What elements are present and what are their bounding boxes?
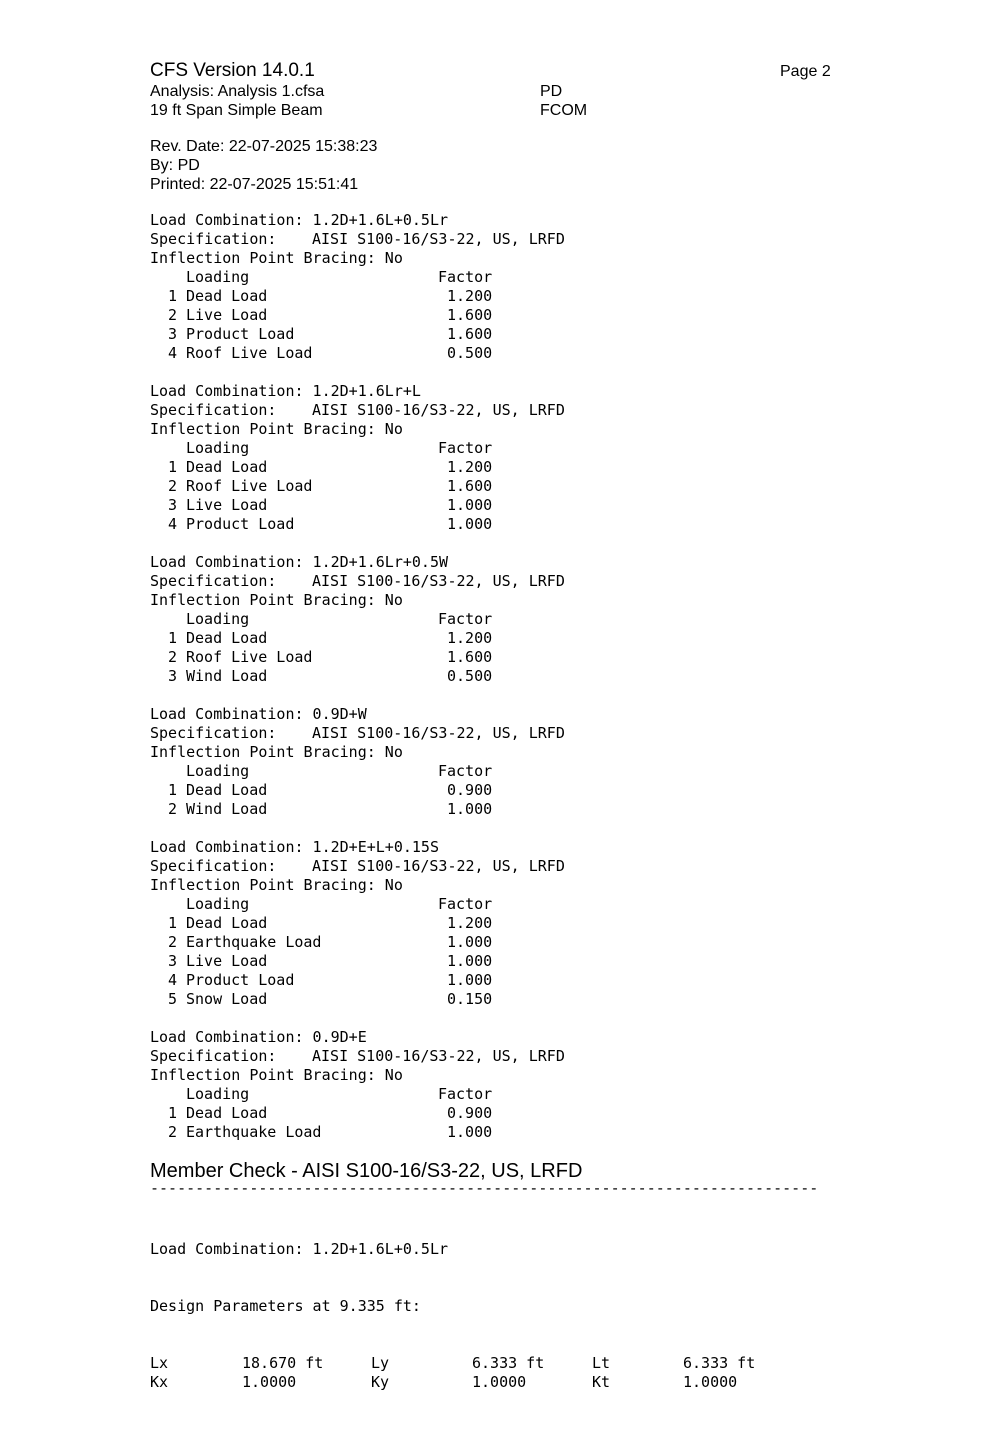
load-name: Dead Load	[186, 781, 268, 799]
specification-value: AISI S100-16/S3-22, US, LRFD	[312, 724, 565, 742]
load-factor: 1.200	[447, 458, 493, 476]
inflection-point-bracing: Inflection Point Bracing: No	[150, 591, 403, 609]
load-name: Live Load	[186, 306, 268, 324]
parameter-label: Lx	[150, 1354, 169, 1372]
parameter-label: Kx	[150, 1373, 169, 1391]
load-name: Earthquake Load	[186, 1123, 322, 1141]
load-name: Roof Live Load	[186, 477, 313, 495]
load-number: 4	[168, 971, 178, 989]
load-number: 2	[168, 800, 178, 818]
analysis-file: Analysis: Analysis 1.cfsa	[150, 83, 325, 100]
revision-block	[150, 137, 377, 194]
load-number: 1	[168, 914, 178, 932]
load-factor: 1.200	[447, 287, 493, 305]
parameter-label: Lt	[592, 1354, 611, 1372]
load-number: 2	[168, 306, 178, 324]
load-number: 2	[168, 1123, 178, 1141]
inflection-point-bracing: Inflection Point Bracing: No	[150, 876, 403, 894]
parameter-value: 6.333 ft	[683, 1354, 756, 1372]
factor-column-header: Factor	[438, 439, 493, 457]
specification-value: AISI S100-16/S3-22, US, LRFD	[312, 1047, 565, 1065]
specification-label: Specification:	[150, 857, 277, 875]
member-check-body	[150, 1202, 756, 1430]
loading-column-header: Loading	[186, 610, 250, 628]
parameter-value: 18.670 ft	[242, 1354, 324, 1372]
section-divider: --------------------------------------------------------------------------	[150, 1179, 819, 1197]
load-number: 1	[168, 458, 178, 476]
member-check-combination: Load Combination: 1.2D+1.6L+0.5Lr	[150, 1240, 449, 1258]
parameter-label: Ly	[371, 1354, 390, 1372]
inflection-point-bracing: Inflection Point Bracing: No	[150, 249, 403, 267]
load-factor: 1.600	[447, 325, 493, 343]
parameter-label: Kt	[592, 1373, 611, 1391]
factor-column-header: Factor	[438, 268, 493, 286]
load-number: 1	[168, 781, 178, 799]
specification-label: Specification:	[150, 401, 277, 419]
design-parameters-heading: Design Parameters at 9.335 ft:	[150, 1297, 421, 1315]
header-left-block	[150, 82, 324, 120]
design-parameter-row	[150, 1354, 756, 1373]
load-factor: 1.600	[447, 477, 493, 495]
combination-title: Load Combination: 1.2D+1.6Lr+0.5W	[150, 553, 449, 571]
load-number: 1	[168, 287, 178, 305]
load-factor: 1.000	[447, 515, 493, 533]
app-version-title: CFS Version 14.0.1	[150, 60, 315, 81]
factor-column-header: Factor	[438, 1085, 493, 1103]
parameter-value: 1.0000	[242, 1373, 297, 1391]
load-number: 1	[168, 629, 178, 647]
design-parameter-row	[150, 1373, 738, 1392]
load-factor: 0.500	[447, 667, 493, 685]
loading-column-header: Loading	[186, 762, 250, 780]
load-factor: 0.900	[447, 1104, 493, 1122]
load-number: 4	[168, 515, 178, 533]
load-name: Wind Load	[186, 800, 268, 818]
load-name: Dead Load	[186, 287, 268, 305]
load-name: Dead Load	[186, 1104, 268, 1122]
load-factor: 0.900	[447, 781, 493, 799]
load-factor: 0.500	[447, 344, 493, 362]
load-factor: 1.000	[447, 1123, 493, 1141]
load-factor: 1.000	[447, 971, 493, 989]
load-factor: 1.000	[447, 800, 493, 818]
specification-label: Specification:	[150, 724, 277, 742]
load-name: Product Load	[186, 515, 295, 533]
load-number: 1	[168, 1104, 178, 1122]
loading-column-header: Loading	[186, 439, 250, 457]
load-number: 5	[168, 990, 178, 1008]
load-name: Product Load	[186, 325, 295, 343]
parameter-value: 1.0000	[683, 1373, 738, 1391]
load-name: Live Load	[186, 496, 268, 514]
loading-column-header: Loading	[186, 895, 250, 913]
inflection-point-bracing: Inflection Point Bracing: No	[150, 1066, 403, 1084]
load-name: Dead Load	[186, 914, 268, 932]
load-name: Product Load	[186, 971, 295, 989]
load-factor: 1.600	[447, 306, 493, 324]
specification-value: AISI S100-16/S3-22, US, LRFD	[312, 572, 565, 590]
load-name: Snow Load	[186, 990, 268, 1008]
load-number: 3	[168, 325, 178, 343]
header-right-block	[540, 82, 587, 120]
parameter-value: 1.0000	[472, 1373, 527, 1391]
loading-column-header: Loading	[186, 1085, 250, 1103]
load-factor: 1.000	[447, 933, 493, 951]
inflection-point-bracing: Inflection Point Bracing: No	[150, 420, 403, 438]
project-name: 19 ft Span Simple Beam	[150, 102, 323, 119]
member-check-title: Member Check - AISI S100-16/S3-22, US, LRFD	[150, 1160, 583, 1182]
combination-title: Load Combination: 1.2D+1.6Lr+L	[150, 382, 421, 400]
factor-column-header: Factor	[438, 895, 493, 913]
load-number: 2	[168, 477, 178, 495]
parameter-label: Ky	[371, 1373, 390, 1391]
combination-title: Load Combination: 1.2D+E+L+0.15S	[150, 838, 439, 856]
rev-date: Rev. Date: 22-07-2025 15:38:23	[150, 138, 378, 155]
specification-value: AISI S100-16/S3-22, US, LRFD	[312, 857, 565, 875]
load-number: 3	[168, 496, 178, 514]
load-number: 2	[168, 933, 178, 951]
specification-label: Specification:	[150, 1047, 277, 1065]
engineer-initials: PD	[540, 83, 563, 100]
load-name: Wind Load	[186, 667, 268, 685]
loading-column-header: Loading	[186, 268, 250, 286]
combination-title: Load Combination: 0.9D+E	[150, 1028, 367, 1046]
printed-date: Printed: 22-07-2025 15:51:41	[150, 176, 359, 193]
load-factor: 1.600	[447, 648, 493, 666]
load-number: 3	[168, 667, 178, 685]
load-name: Earthquake Load	[186, 933, 322, 951]
load-name: Live Load	[186, 952, 268, 970]
load-factor: 1.200	[447, 629, 493, 647]
load-number: 4	[168, 344, 178, 362]
inflection-point-bracing: Inflection Point Bracing: No	[150, 743, 403, 761]
load-name: Roof Live Load	[186, 648, 313, 666]
specification-value: AISI S100-16/S3-22, US, LRFD	[312, 401, 565, 419]
author: By: PD	[150, 157, 200, 174]
factor-column-header: Factor	[438, 610, 493, 628]
page-number: Page 2	[780, 63, 831, 80]
company-code: FCOM	[540, 102, 588, 119]
design-parameters-table	[150, 1354, 756, 1392]
combination-title: Load Combination: 0.9D+W	[150, 705, 367, 723]
specification-value: AISI S100-16/S3-22, US, LRFD	[312, 230, 565, 248]
specification-label: Specification:	[150, 572, 277, 590]
specification-label: Specification:	[150, 230, 277, 248]
load-factor: 1.000	[447, 496, 493, 514]
load-factor: 1.200	[447, 914, 493, 932]
factor-column-header: Factor	[438, 762, 493, 780]
load-name: Dead Load	[186, 629, 268, 647]
load-name: Roof Live Load	[186, 344, 313, 362]
load-number: 2	[168, 648, 178, 666]
load-number: 3	[168, 952, 178, 970]
combination-title: Load Combination: 1.2D+1.6L+0.5Lr	[150, 211, 449, 229]
load-factor: 1.000	[447, 952, 493, 970]
load-factor: 0.150	[447, 990, 493, 1008]
load-name: Dead Load	[186, 458, 268, 476]
parameter-value: 6.333 ft	[472, 1354, 545, 1372]
